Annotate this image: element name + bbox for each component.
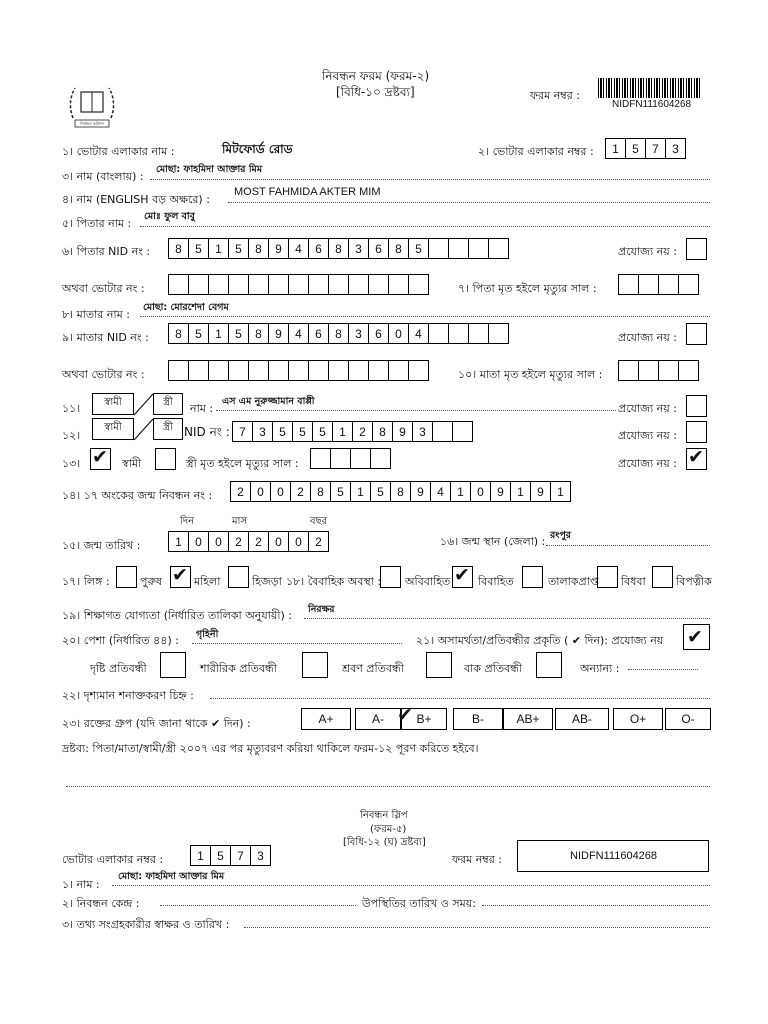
birth-reg-digit-box[interactable]: 0 xyxy=(250,481,271,502)
mother-nid-boxes xyxy=(168,323,508,344)
slip-form-no-label: ফরম নম্বর : xyxy=(452,853,502,866)
mother-death-digit-box[interactable] xyxy=(678,360,699,381)
blood-b-neg: B- xyxy=(472,712,484,726)
marital-divorced-label: তালাকপ্রাপ্ত xyxy=(548,575,599,588)
area-digit-box[interactable]: 5 xyxy=(625,138,646,159)
mother-nid-digit-box[interactable] xyxy=(428,323,449,344)
mother-death-digit-box[interactable] xyxy=(658,360,679,381)
gender-female-label: মহিলা xyxy=(194,575,221,588)
mother-voter-digit-box[interactable] xyxy=(228,360,249,381)
q15-year-label: বছর xyxy=(310,516,328,527)
birth-reg-digit-box[interactable]: 2 xyxy=(290,481,311,502)
q11-husband: স্বামী xyxy=(104,397,122,408)
dob-digit-box[interactable]: 0 xyxy=(188,531,209,552)
birth-reg-digit-box[interactable]: 5 xyxy=(330,481,351,502)
q2-label: ২। ভোটার এলাকার নম্বর : xyxy=(478,145,594,158)
q15-month-label: মাস xyxy=(232,516,248,527)
spouse-nid-digit-box[interactable]: 5 xyxy=(272,421,293,442)
disability-hearing-label: শ্রবণ প্রতিবন্ধী xyxy=(342,662,404,675)
slip-area-digit-box[interactable]: 7 xyxy=(230,845,251,866)
mother-voter-digit-box[interactable] xyxy=(168,360,189,381)
father-nid-digit-box[interactable]: 1 xyxy=(208,238,229,259)
voter-area-number-boxes xyxy=(605,138,685,159)
q17-label: ১৭। লিঙ্গ : xyxy=(62,575,110,588)
birth-reg-digit-box[interactable]: 2 xyxy=(230,481,251,502)
birth-reg-digit-box[interactable]: 5 xyxy=(370,481,391,502)
mother-voter-digit-box[interactable] xyxy=(248,360,269,381)
dob-digit-box[interactable]: 0 xyxy=(288,531,309,552)
father-voter-digit-box[interactable] xyxy=(408,274,429,295)
father-nid-digit-box[interactable]: 5 xyxy=(188,238,209,259)
q12-num: ১২। xyxy=(62,429,81,442)
father-voter-no-boxes xyxy=(168,274,428,295)
q13-na-tick-icon: ✔ xyxy=(688,446,704,468)
disability-visual-label: দৃষ্টি প্রতিবন্ধী xyxy=(90,662,147,675)
slip-name-label: ১। নাম : xyxy=(62,878,100,891)
birth-reg-boxes xyxy=(230,481,570,502)
marital-widow-label: বিধবা xyxy=(621,575,646,588)
q15-label: ১৫। জন্ম তারিখ : xyxy=(62,539,141,552)
father-nid-digit-box[interactable]: 8 xyxy=(168,238,189,259)
disability-speech-label: বাক প্রতিবন্ধী xyxy=(464,662,523,675)
mother-voter-digit-box[interactable] xyxy=(208,360,229,381)
mother-voter-no-boxes xyxy=(168,360,428,381)
father-nid-digit-box[interactable]: 8 xyxy=(388,238,409,259)
spouse-nid-digit-box[interactable]: 2 xyxy=(352,421,373,442)
birth-reg-digit-box[interactable]: 0 xyxy=(270,481,291,502)
area-digit-box[interactable]: 1 xyxy=(605,138,626,159)
dob-digit-box[interactable]: 2 xyxy=(228,531,249,552)
blood-o-neg-box[interactable] xyxy=(665,708,711,730)
q22-label: ২২। দৃশ্যমান শনাক্তকরণ চিহ্ন : xyxy=(62,689,194,702)
ec-logo xyxy=(65,80,119,130)
father-nid-digit-box[interactable] xyxy=(468,238,489,259)
q16-line xyxy=(546,545,710,546)
spouse-nid-digit-box[interactable] xyxy=(452,421,473,442)
form-title: নিবন্ধন ফরম (ফরম-২) xyxy=(322,69,430,83)
q12-slash xyxy=(134,418,154,442)
gender-hijra-checkbox[interactable] xyxy=(228,566,249,588)
mother-voter-digit-box[interactable] xyxy=(288,360,309,381)
q9b-label: অথবা ভোটার নং : xyxy=(62,368,145,381)
q12-husband: স্বামী xyxy=(104,422,122,433)
gender-female-tick-icon: ✔ xyxy=(172,564,188,586)
spouse-nid-digit-box[interactable]: 3 xyxy=(252,421,273,442)
father-nid-digit-box[interactable]: 4 xyxy=(288,238,309,259)
q12-na-label: প্রযোজ্য নয় : xyxy=(618,429,677,442)
barcode xyxy=(598,78,700,98)
dob-digit-box[interactable]: 0 xyxy=(268,531,289,552)
blood-a-pos: A+ xyxy=(318,712,334,726)
mother-nid-digit-box[interactable]: 6 xyxy=(308,323,329,344)
mother-voter-digit-box[interactable] xyxy=(388,360,409,381)
q6b-label: অথবা ভোটার নং : xyxy=(62,282,145,295)
mother-nid-digit-box[interactable]: 5 xyxy=(228,323,249,344)
birth-reg-digit-box[interactable]: 4 xyxy=(430,481,451,502)
father-nid-digit-box[interactable]: 9 xyxy=(268,238,289,259)
slip-form-no: NIDFN111604268 xyxy=(570,850,658,862)
q4-value: MOST FAHMIDA AKTER MIM xyxy=(234,186,381,198)
mother-nid-digit-box[interactable] xyxy=(468,323,489,344)
area-digit-box[interactable]: 7 xyxy=(645,138,666,159)
q1-value: মিটফোর্ড রোড xyxy=(222,142,293,156)
blood-ab-neg: AB- xyxy=(571,712,592,726)
mother-voter-digit-box[interactable] xyxy=(348,360,369,381)
mother-nid-digit-box[interactable] xyxy=(488,323,509,344)
mother-nid-digit-box[interactable]: 9 xyxy=(268,323,289,344)
birth-reg-digit-box[interactable]: 0 xyxy=(470,481,491,502)
mother-nid-digit-box[interactable]: 4 xyxy=(408,323,429,344)
q13-wife-checkbox[interactable] xyxy=(155,448,176,470)
father-nid-digit-box[interactable]: 6 xyxy=(308,238,329,259)
q12-wife-box[interactable] xyxy=(153,418,183,440)
mother-voter-digit-box[interactable] xyxy=(188,360,209,381)
slip-form: (ফরম-৫) xyxy=(370,824,407,835)
form-rule: [বিধি-১০ দ্রষ্টব্য] xyxy=(336,85,415,99)
q12-wife: স্ত্রী xyxy=(163,422,173,433)
blood-o-neg: O- xyxy=(681,712,695,726)
birth-reg-digit-box[interactable]: 1 xyxy=(450,481,471,502)
slip-area-digit-box[interactable]: 5 xyxy=(210,845,231,866)
spouse-nid-digit-box[interactable]: 8 xyxy=(372,421,393,442)
father-death-year-boxes xyxy=(618,274,698,295)
q11-line xyxy=(216,410,616,411)
q4-label: ৪। নাম (ENGLISH বড় অক্ষরে) : xyxy=(62,193,210,206)
q6-label: ৬। পিতার NID নং : xyxy=(62,245,151,258)
father-voter-digit-box[interactable] xyxy=(268,274,289,295)
disability-speech-checkbox[interactable] xyxy=(536,652,562,678)
q20-value: গৃহিনী xyxy=(196,629,219,640)
spouse-nid-digit-box[interactable]: 3 xyxy=(412,421,433,442)
q20-line xyxy=(192,643,402,644)
slip-center-label: ২। নিবন্ধন কেন্দ্র : xyxy=(62,897,140,910)
mother-voter-digit-box[interactable] xyxy=(328,360,349,381)
q19-line xyxy=(304,618,710,619)
mother-death-year-boxes xyxy=(618,360,698,381)
marital-widower-label: বিপত্নীক xyxy=(676,575,712,588)
disability-other-line xyxy=(628,669,698,670)
q6-na-label: প্রযোজ্য নয় : xyxy=(618,245,677,258)
mother-nid-digit-box[interactable]: 5 xyxy=(188,323,209,344)
blood-a-neg: A- xyxy=(372,712,384,726)
q21-na-tick-icon: ✔ xyxy=(687,626,703,648)
blood-o-pos: O+ xyxy=(629,712,647,726)
father-nid-digit-box[interactable] xyxy=(488,238,509,259)
slip-title: নিবন্ধন স্লিপ xyxy=(360,810,408,821)
q15-day-label: দিন xyxy=(180,516,195,527)
q5-label: ৫। পিতার নাম : xyxy=(62,217,132,230)
q16-value: রংপুর xyxy=(550,530,571,541)
slip-area-digit-box[interactable]: 1 xyxy=(190,845,211,866)
slip-area-boxes xyxy=(190,845,270,866)
q19-label: ১৯। শিক্ষাগত যোগ্যতা (নির্ধারিত তালিকা অনুযায়ী) : xyxy=(62,609,292,622)
father-death-digit-box[interactable] xyxy=(678,274,699,295)
blood-a-pos-box[interactable] xyxy=(301,708,351,730)
slip-time-line xyxy=(482,905,710,906)
dob-digit-box[interactable]: 2 xyxy=(308,531,329,552)
q3-value: মোছা: ফাহমিদা আক্তার মিম xyxy=(156,164,263,175)
wife-death-year-boxes xyxy=(310,448,390,469)
father-nid-digit-box[interactable] xyxy=(448,238,469,259)
q3-line xyxy=(150,179,710,180)
father-voter-digit-box[interactable] xyxy=(368,274,389,295)
mother-voter-digit-box[interactable] xyxy=(368,360,389,381)
spouse-nid-digit-box[interactable]: 7 xyxy=(232,421,253,442)
q16-label: ১৬। জন্ম স্থান (জেলা) : xyxy=(440,535,546,548)
birth-reg-digit-box[interactable]: 9 xyxy=(530,481,551,502)
gender-hijra-label: হিজড়া xyxy=(252,575,282,588)
disability-physical-label: শারীরিক প্রতিবন্ধী xyxy=(200,662,277,675)
q5-line xyxy=(140,226,710,227)
q11-slash xyxy=(134,393,154,417)
mother-nid-digit-box[interactable]: 8 xyxy=(168,323,189,344)
wife-death-digit-box[interactable] xyxy=(350,448,371,469)
father-nid-digit-box[interactable]: 3 xyxy=(348,238,369,259)
q11-num: ১১। xyxy=(62,402,81,415)
q11-name-label: নাম : xyxy=(190,402,214,415)
q23-label: ২৩। রক্তের গ্রুপ (যদি জানা থাকে ✔ দিন) : xyxy=(62,717,251,730)
father-voter-digit-box[interactable] xyxy=(248,274,269,295)
gender-male-label: পুরুষ xyxy=(140,575,162,588)
father-voter-digit-box[interactable] xyxy=(228,274,249,295)
form-no-label: ফরম নম্বর : xyxy=(530,89,580,102)
mother-death-digit-box[interactable] xyxy=(638,360,659,381)
q12-nid-label: NID নং : xyxy=(184,425,230,439)
blood-b-pos: B+ xyxy=(416,712,432,726)
slip-sign-line xyxy=(244,927,710,928)
q1-label: ১। ভোটার এলাকার নাম : xyxy=(62,145,175,158)
note-line xyxy=(66,786,710,787)
father-nid-digit-box[interactable]: 5 xyxy=(408,238,429,259)
father-nid-digit-box[interactable]: 8 xyxy=(328,238,349,259)
birth-reg-digit-box[interactable]: 9 xyxy=(490,481,511,502)
mother-nid-digit-box[interactable]: 4 xyxy=(288,323,309,344)
q9-na-label: প্রযোজ্য নয় : xyxy=(618,331,677,344)
father-voter-digit-box[interactable] xyxy=(188,274,209,295)
birth-reg-digit-box[interactable]: 1 xyxy=(510,481,531,502)
father-voter-digit-box[interactable] xyxy=(168,274,189,295)
q20-label: ২০। পেশা (নির্ধারিত ৪৪) : xyxy=(62,634,179,647)
slip-rule: [বিধি-১২ (ঘ) দ্রষ্টব্য] xyxy=(343,837,426,848)
area-digit-box[interactable]: 3 xyxy=(665,138,686,159)
blood-o-pos-box[interactable] xyxy=(613,708,663,730)
mother-nid-digit-box[interactable]: 8 xyxy=(328,323,349,344)
mother-voter-digit-box[interactable] xyxy=(408,360,429,381)
father-voter-digit-box[interactable] xyxy=(348,274,369,295)
blood-ab-neg-box[interactable] xyxy=(555,708,609,730)
blood-ab-pos-box[interactable] xyxy=(503,708,553,730)
q5-value: মোঃ ফুল বাবু xyxy=(144,211,195,222)
father-nid-digit-box[interactable]: 8 xyxy=(248,238,269,259)
mother-nid-digit-box[interactable]: 1 xyxy=(208,323,229,344)
slip-time-label: উপস্থিতির তারিখ ও সময়: xyxy=(362,897,476,910)
blood-b-neg-box[interactable] xyxy=(453,708,503,730)
q9-na-checkbox[interactable] xyxy=(686,323,707,345)
marital-unmarried-label: অবিবাহিত xyxy=(405,575,451,588)
slip-name: মোছা: ফাহমিদা আক্তার মিম xyxy=(118,871,225,882)
wife-death-digit-box[interactable] xyxy=(370,448,391,469)
birth-reg-digit-box[interactable]: 1 xyxy=(350,481,371,502)
q8-value: মোছা: মোরশেদা বেগম xyxy=(143,302,229,313)
mother-death-digit-box[interactable] xyxy=(618,360,639,381)
spouse-nid-digit-box[interactable]: 5 xyxy=(292,421,313,442)
mother-voter-digit-box[interactable] xyxy=(308,360,329,381)
mother-nid-digit-box[interactable]: 8 xyxy=(248,323,269,344)
dob-digit-box[interactable]: 1 xyxy=(168,531,189,552)
mother-voter-digit-box[interactable] xyxy=(268,360,289,381)
q22-line xyxy=(210,698,710,699)
q6-na-checkbox[interactable] xyxy=(686,238,707,260)
marital-widow-checkbox[interactable] xyxy=(597,566,618,588)
spouse-nid-boxes xyxy=(232,421,472,442)
q13-na-label: প্রযোজ্য নয় : xyxy=(618,457,677,470)
mother-nid-digit-box[interactable]: 0 xyxy=(388,323,409,344)
slip-sign-label: ৩। তথ্য সংগ্রহকারীর স্বাক্ষর ও তারিখ : xyxy=(62,918,230,931)
marital-widower-checkbox[interactable] xyxy=(652,566,673,588)
q13-wife-death: স্ত্রী মৃত হইলে মৃত্যুর সাল : xyxy=(186,457,299,470)
spouse-nid-digit-box[interactable]: 5 xyxy=(312,421,333,442)
father-nid-boxes xyxy=(168,238,508,259)
blood-b-pos-tick-icon: ✔ xyxy=(397,704,413,726)
q18-label: ১৮। বৈবাহিক অবস্থা : xyxy=(286,575,382,588)
father-voter-digit-box[interactable] xyxy=(328,274,349,295)
disability-other-label: অন্যান্য : xyxy=(580,662,620,675)
q21-label: ২১। অসামর্থতা/প্রতিবন্ধীর প্রকৃতি ( ✔ দিন): প্রযোজ্য নয় xyxy=(416,634,664,647)
blood-a-neg-box[interactable] xyxy=(355,708,401,730)
q14-label: ১৪। ১৭ অংকের জন্ম নিবন্ধন নং : xyxy=(62,489,213,502)
spouse-nid-digit-box[interactable] xyxy=(432,421,453,442)
q11-na-label: প্রযোজ্য নয় : xyxy=(618,402,677,415)
q11-wife-box[interactable] xyxy=(153,393,183,415)
marital-married-tick-icon: ✔ xyxy=(454,564,470,586)
q11-wife: স্ত্রী xyxy=(163,397,173,408)
disability-visual-checkbox[interactable] xyxy=(160,652,186,678)
birth-reg-digit-box[interactable]: 8 xyxy=(390,481,411,502)
slip-center-line xyxy=(160,905,356,906)
father-voter-digit-box[interactable] xyxy=(308,274,329,295)
blood-ab-pos: AB+ xyxy=(516,712,540,726)
q8-line xyxy=(140,316,710,317)
marital-divorced-checkbox[interactable] xyxy=(522,566,543,588)
q11-value: এস এম নুরুজ্জামান বাপ্পী xyxy=(222,396,315,407)
q10-label: ১০। মাতা মৃত হইলে মৃত্যুর সাল : xyxy=(458,368,603,381)
slip-area-label: ভোটার এলাকার নম্বর : xyxy=(62,853,164,866)
q12-na-checkbox[interactable] xyxy=(686,421,707,443)
q7-label: ৭। পিতা মৃত হইলে মৃত্যুর সাল : xyxy=(458,282,597,295)
mother-nid-digit-box[interactable] xyxy=(448,323,469,344)
q4-line xyxy=(228,202,710,203)
father-death-digit-box[interactable] xyxy=(638,274,659,295)
q19-value: নিরক্ষর xyxy=(308,604,335,615)
mother-nid-digit-box[interactable]: 6 xyxy=(368,323,389,344)
father-nid-digit-box[interactable] xyxy=(428,238,449,259)
slip-name-line xyxy=(112,885,710,886)
father-death-digit-box[interactable] xyxy=(658,274,679,295)
q12-husband-box[interactable] xyxy=(92,418,134,440)
q3-label: ৩। নাম (বাংলায়) : xyxy=(62,170,144,183)
q11-husband-box[interactable] xyxy=(92,393,134,415)
wife-death-digit-box[interactable] xyxy=(330,448,351,469)
mother-nid-digit-box[interactable]: 3 xyxy=(348,323,369,344)
father-voter-digit-box[interactable] xyxy=(208,274,229,295)
birth-reg-digit-box[interactable]: 9 xyxy=(410,481,431,502)
spouse-nid-digit-box[interactable]: 9 xyxy=(392,421,413,442)
wife-death-digit-box[interactable] xyxy=(310,448,331,469)
father-nid-digit-box[interactable]: 5 xyxy=(228,238,249,259)
birth-reg-digit-box[interactable]: 8 xyxy=(310,481,331,502)
logo-text: নির্বাচন কমিশন xyxy=(80,121,104,126)
marital-unmarried-checkbox[interactable] xyxy=(380,566,401,588)
disability-hearing-checkbox[interactable] xyxy=(426,652,452,678)
q13-husband-tick-icon: ✔ xyxy=(92,446,108,468)
dob-digit-box[interactable]: 2 xyxy=(248,531,269,552)
q13-num: ১৩। xyxy=(62,457,81,470)
q9-label: ৯। মাতার NID নং : xyxy=(62,331,149,344)
gender-male-checkbox[interactable] xyxy=(116,566,137,588)
father-death-digit-box[interactable] xyxy=(618,274,639,295)
q13-husband: স্বামী xyxy=(122,457,142,470)
marital-married-label: বিবাহিত xyxy=(478,575,514,588)
birth-reg-digit-box[interactable]: 1 xyxy=(550,481,571,502)
q11-na-checkbox[interactable] xyxy=(686,395,707,417)
father-voter-digit-box[interactable] xyxy=(388,274,409,295)
slip-area-digit-box[interactable]: 3 xyxy=(250,845,271,866)
dob-boxes xyxy=(168,531,328,552)
spouse-nid-digit-box[interactable]: 1 xyxy=(332,421,353,442)
father-voter-digit-box[interactable] xyxy=(288,274,309,295)
disability-physical-checkbox[interactable] xyxy=(302,652,328,678)
form-number: NIDFN111604268 xyxy=(612,99,692,110)
dob-digit-box[interactable]: 0 xyxy=(208,531,229,552)
q8-label: ৮। মাতার নাম : xyxy=(62,308,130,321)
note: দ্রষ্টব্য: পিতা/মাতা/স্বামী/স্ত্রী ২০০৭ এর পর মৃত্যুবরণ করিয়া থাকিলে ফরম-১২ পূরণ করিতে হইবে। xyxy=(62,742,479,755)
father-nid-digit-box[interactable]: 6 xyxy=(368,238,389,259)
